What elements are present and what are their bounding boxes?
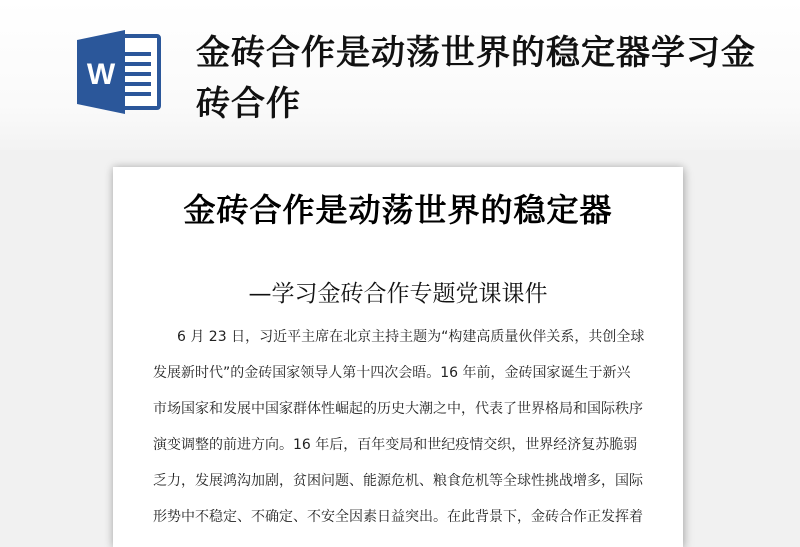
body-line: 形势中不稳定、不确定、不安全因素日益突出。在此背景下，金砖合作正发挥着 (153, 509, 643, 525)
header-title: 金砖合作是动荡世界的稳定器学习金砖合作 (196, 33, 756, 124)
body-line: 市场国家和发展中国家群体性崛起的历史大潮之中，代表了世界格局和国际秩序 (153, 401, 643, 417)
body-line: 6 月 23 日，习近平主席在北京主持主题为“构建高质量伙伴关系，共创全球 (177, 329, 645, 345)
word-document-icon (77, 30, 163, 114)
body-line: 发展新时代”的金砖国家领导人第十四次会晤。16 年前，金砖国家诞生于新兴 (153, 365, 631, 381)
document-title: 金砖合作是动荡世界的稳定器 (183, 191, 613, 229)
document-subtitle: —学习金砖合作专题党课课件 (248, 281, 548, 307)
body-line: 乏力，发展鸿沟加剧，贫困问题、能源危机、粮食危机等全球性挑战增多，国际 (153, 473, 643, 489)
document-body (153, 319, 645, 535)
document-page (113, 167, 683, 547)
body-line: 演变调整的前进方向。16 年后，百年变局和世纪疫情交织，世界经济复苏脆弱 (153, 437, 638, 453)
header-banner (0, 0, 800, 150)
svg-text:W: W (86, 58, 116, 91)
